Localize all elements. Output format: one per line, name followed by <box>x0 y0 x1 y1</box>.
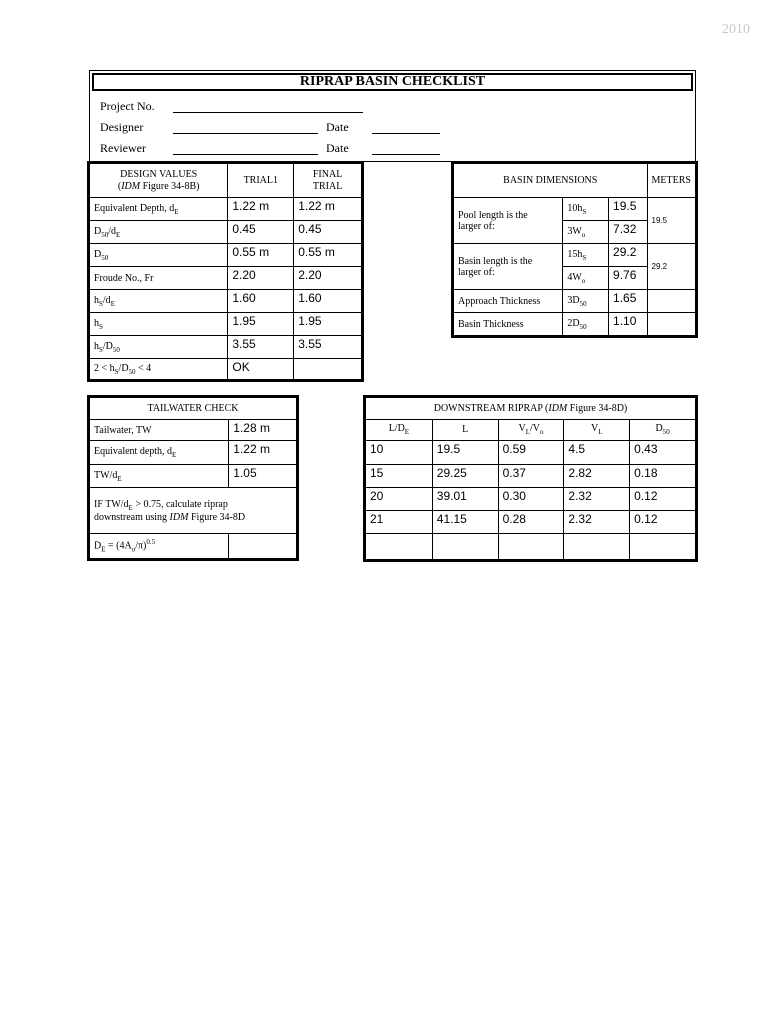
col-header-d50: $D_{50}$ <box>630 420 696 441</box>
reviewer-date-label: Date <box>326 141 349 155</box>
year-label: 2010 <box>722 22 750 37</box>
col-header-l: L <box>432 420 498 441</box>
designer-field[interactable] <box>173 133 318 134</box>
basin-15hs-value[interactable]: 29.2 <box>609 244 647 267</box>
ds-cell[interactable]: 2.32 <box>564 511 630 534</box>
ds-cell[interactable] <box>366 534 433 560</box>
ds-cell[interactable]: 20 <box>366 488 433 511</box>
final-equivalent-depth[interactable]: 1.22 m <box>294 198 362 221</box>
basin-dimensions-header: BASIN DIMENSIONS <box>454 164 648 198</box>
approach-thickness-label: Approach Thickness <box>454 290 563 313</box>
ds-cell[interactable]: 4.5 <box>564 441 630 465</box>
final-trial-header: FINAL TRIAL <box>294 164 362 198</box>
approach-thickness-extra[interactable] <box>647 290 695 313</box>
trial-d50[interactable]: 0.55 m <box>228 244 294 267</box>
ds-cell[interactable] <box>564 534 630 560</box>
meters-header: METERS <box>647 164 695 198</box>
ds-cell[interactable] <box>498 534 564 560</box>
ds-cell[interactable]: 2.82 <box>564 465 630 488</box>
ds-cell[interactable]: 19.5 <box>432 441 498 465</box>
basin-thickness-formula: $2D_{50}$ <box>563 313 609 336</box>
pool-10hs-value[interactable]: 19.5 <box>609 198 647 221</box>
reviewer-label: Reviewer <box>100 141 146 155</box>
designer-date-label: Date <box>326 120 349 134</box>
checklist-header <box>89 70 696 162</box>
tailwater-header: TAILWATER CHECK <box>90 398 297 420</box>
ds-cell[interactable]: 0.43 <box>630 441 696 465</box>
tailwater-label: Tailwater, TW <box>90 420 229 441</box>
design-values-header: DESIGN VALUES (IDM Figure 34-8B) <box>90 164 228 198</box>
pool-3wo-value[interactable]: 7.32 <box>609 221 647 244</box>
col-header-vl: $V_L$ <box>564 420 630 441</box>
row-label-hs: $h_S$ <box>90 313 228 336</box>
basin-formula-4wo: $4W_o$ <box>563 267 609 290</box>
reviewer-field[interactable] <box>173 154 318 155</box>
ds-cell[interactable]: 41.15 <box>432 511 498 534</box>
final-hs-de[interactable]: 1.60 <box>294 290 362 313</box>
trial-hs-d50-check[interactable]: OK <box>228 359 294 380</box>
row-label-hs-de: $h_S/d_E$ <box>90 290 228 313</box>
trial-hs-de[interactable]: 1.60 <box>228 290 294 313</box>
project-field[interactable] <box>173 112 363 113</box>
final-hs[interactable]: 1.95 <box>294 313 362 336</box>
basin-length-result[interactable]: 29.2 <box>647 244 695 290</box>
designer-label: Designer <box>100 120 144 134</box>
final-hs-d50-check[interactable] <box>294 359 362 380</box>
pool-length-result[interactable]: 19.5 <box>647 198 695 244</box>
tw-de-value[interactable]: 1.05 <box>229 465 297 488</box>
row-label-equivalent-depth: Equivalent Depth, $d_E$ <box>90 198 228 221</box>
trial-equivalent-depth[interactable]: 1.22 m <box>228 198 294 221</box>
ds-cell[interactable]: 0.12 <box>630 511 696 534</box>
basin-formula-15hs: $15h_S$ <box>563 244 609 267</box>
basin-length-label: Basin length is the larger of: <box>454 244 563 290</box>
final-froude[interactable]: 2.20 <box>294 267 362 290</box>
col-header-l-de: $L/D_E$ <box>366 420 433 441</box>
equivalent-depth-label: Equivalent depth, $d_E$ <box>90 441 229 465</box>
trial-d50-de[interactable]: 0.45 <box>228 221 294 244</box>
pool-formula-3wo: $3W_o$ <box>563 221 609 244</box>
equivalent-depth-value[interactable]: 1.22 m <box>229 441 297 465</box>
ds-cell[interactable]: 39.01 <box>432 488 498 511</box>
ds-cell[interactable]: 0.30 <box>498 488 564 511</box>
trial-froude[interactable]: 2.20 <box>228 267 294 290</box>
row-label-d50: $D_{50}$ <box>90 244 228 267</box>
final-d50-de[interactable]: 0.45 <box>294 221 362 244</box>
row-label-hs-d50: $h_S/D_{50}$ <box>90 336 228 359</box>
de-formula-label: $D_E = (4A_o/\pi)^{0.5}$ <box>90 534 229 559</box>
final-d50[interactable]: 0.55 m <box>294 244 362 267</box>
basin-thickness-label: Basin Thickness <box>454 313 563 336</box>
ds-cell[interactable]: 21 <box>366 511 433 534</box>
trial-hs-d50[interactable]: 3.55 <box>228 336 294 359</box>
trial1-header: TRIAL1 <box>228 164 294 198</box>
basin-thickness-extra[interactable] <box>647 313 695 336</box>
ds-cell[interactable]: 2.32 <box>564 488 630 511</box>
ds-cell[interactable]: 10 <box>366 441 433 465</box>
ds-cell[interactable]: 0.28 <box>498 511 564 534</box>
trial-hs[interactable]: 1.95 <box>228 313 294 336</box>
basin-4wo-value[interactable]: 9.76 <box>609 267 647 290</box>
ds-cell[interactable]: 0.37 <box>498 465 564 488</box>
ds-cell[interactable]: 0.12 <box>630 488 696 511</box>
design-values-table <box>89 163 362 380</box>
tw-de-label: $TW/d_E$ <box>90 465 229 488</box>
row-label-froude: Froude No., Fr <box>90 267 228 290</box>
de-formula-value[interactable] <box>229 534 297 559</box>
designer-date-field[interactable] <box>372 133 440 134</box>
reviewer-date-field[interactable] <box>372 154 440 155</box>
tailwater-note: IF $TW/d_E > 0.75$, calculate riprap downstream using IDM Figure 34-8D <box>90 488 297 534</box>
approach-formula: $3D_{50}$ <box>563 290 609 313</box>
ds-cell[interactable]: 15 <box>366 465 433 488</box>
project-label: Project No. <box>100 99 155 113</box>
tailwater-check-table <box>89 397 297 559</box>
col-header-vl-vo: $V_L/V_o$ <box>498 420 564 441</box>
downstream-header: DOWNSTREAM RIPRAP (IDM Figure 34-8D) <box>366 398 696 420</box>
ds-cell[interactable]: 29.25 <box>432 465 498 488</box>
pool-formula-10hs: $10h_S$ <box>563 198 609 221</box>
downstream-riprap-table <box>365 397 696 560</box>
row-label-hs-d50-check: $2 < h_S/D_{50} < 4$ <box>90 359 228 380</box>
ds-cell[interactable]: 0.18 <box>630 465 696 488</box>
approach-thickness-value[interactable]: 1.65 <box>609 290 647 313</box>
ds-cell[interactable] <box>432 534 498 560</box>
basin-thickness-value[interactable]: 1.10 <box>609 313 647 336</box>
row-label-d50-de: $D_{50}/d_E$ <box>90 221 228 244</box>
tailwater-value[interactable]: 1.28 m <box>229 420 297 441</box>
final-hs-d50[interactable]: 3.55 <box>294 336 362 359</box>
ds-cell[interactable] <box>630 534 696 560</box>
ds-cell[interactable]: 0.59 <box>498 441 564 465</box>
page-title: RIPRAP BASIN CHECKLIST <box>92 73 693 91</box>
basin-dimensions-table <box>453 163 696 336</box>
pool-length-label: Pool length is the larger of: <box>454 198 563 244</box>
